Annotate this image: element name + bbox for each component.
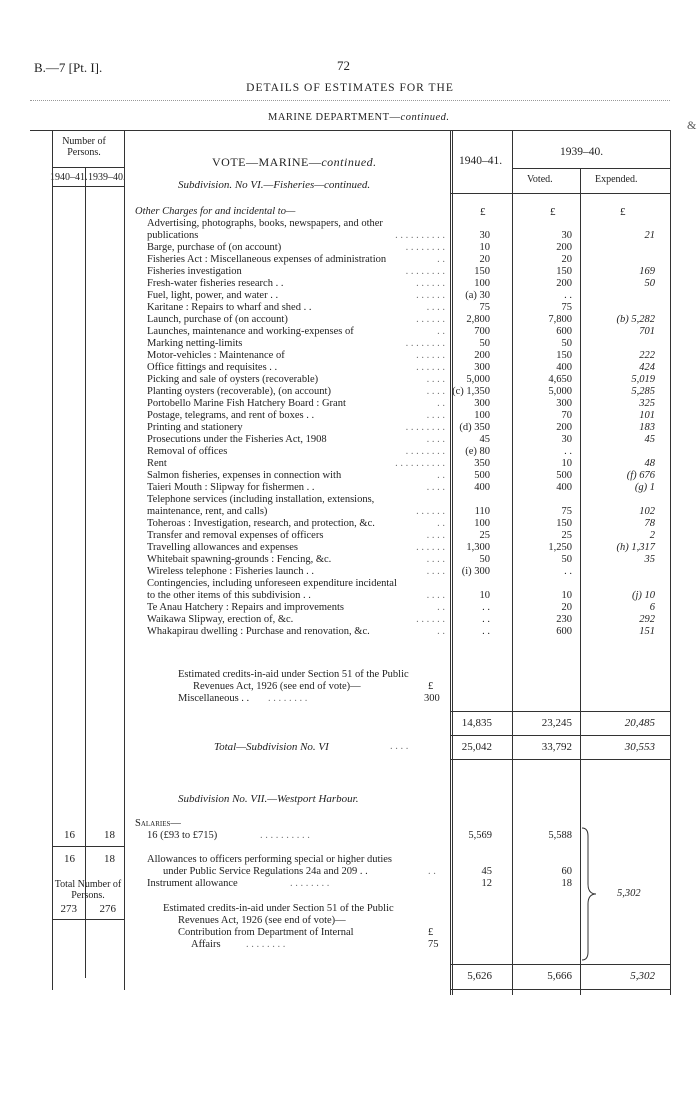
item-description: Whitebait spawning-grounds : Fencing, &c. bbox=[147, 554, 332, 565]
item-amount-voted: 50 bbox=[561, 554, 572, 565]
item-description: Fisheries investigation bbox=[147, 266, 242, 277]
item-description: Motor-vehicles : Maintenance of bbox=[147, 350, 285, 361]
sub6-total-voted: 33,792 bbox=[541, 741, 572, 753]
salaries-dots: . . . . . . . . . . bbox=[260, 830, 310, 841]
item-amount-expended: 48 bbox=[644, 458, 655, 469]
sub6-subtotal-1940: 14,835 bbox=[461, 717, 492, 729]
persons-year-rule bbox=[52, 186, 124, 187]
item-amount-1940: 10 bbox=[479, 590, 490, 601]
page-number: 72 bbox=[337, 58, 350, 73]
item-leader-dots: . . . . . . . . bbox=[405, 266, 445, 277]
sub6-item-row bbox=[0, 290, 700, 302]
item-leader-dots: . . . . . . . . . . bbox=[395, 458, 445, 469]
sub6-item-row bbox=[0, 434, 700, 446]
department-heading bbox=[268, 112, 450, 123]
item-amount-1940: 100 bbox=[474, 278, 490, 289]
item-leader-dots: . . bbox=[437, 254, 445, 265]
sub6-item-row bbox=[0, 554, 700, 566]
item-amount-expended: 2 bbox=[649, 530, 655, 541]
sub7-credits-pound: £ bbox=[428, 927, 434, 938]
item-amount-1940: . . bbox=[482, 602, 490, 613]
sub7-total-voted: 5,666 bbox=[547, 970, 572, 982]
item-description: Fisheries Act : Miscellaneous expenses of administration bbox=[147, 254, 387, 265]
sub6-item-row bbox=[0, 506, 700, 518]
item-leader-dots: . . bbox=[437, 326, 445, 337]
allowances-1940: 45 bbox=[481, 866, 492, 877]
sub6-total-rule-bottom bbox=[450, 759, 670, 760]
item-amount-1940: 5,000 bbox=[466, 374, 490, 385]
sub6-item-row bbox=[0, 398, 700, 410]
item-amount-1940: . . bbox=[482, 626, 490, 637]
sub6-heading: Subdivision. No VI.—Fisheries—continued. bbox=[178, 179, 371, 191]
item-description: Waikawa Slipway, erection of, &c. bbox=[147, 614, 294, 625]
item-description: Fuel, light, power, and water . . bbox=[147, 290, 279, 301]
item-amount-expended: (j) 10 bbox=[631, 590, 655, 601]
item-leader-dots: . . . . . . bbox=[416, 614, 445, 625]
item-description: Salmon fisheries, expenses in connection with bbox=[147, 470, 342, 481]
item-amount-1940: 300 bbox=[474, 398, 490, 409]
item-leader-dots: . . . . bbox=[426, 410, 445, 421]
persons-header-rule bbox=[52, 167, 124, 168]
item-amount-voted: 75 bbox=[561, 506, 572, 517]
item-description: Office fittings and requisites . . bbox=[147, 362, 278, 373]
sub6-item-row bbox=[0, 518, 700, 530]
item-leader-dots: . . . . . . . . bbox=[405, 338, 445, 349]
sub7-total-rule-top bbox=[450, 964, 670, 965]
currency-1939: £ bbox=[550, 206, 556, 218]
item-amount-1940: (a) 30 bbox=[465, 290, 490, 301]
sub6-total-label: Total—Subdivision No. VI bbox=[214, 741, 329, 753]
allowances-voted: 60 bbox=[561, 866, 572, 877]
item-leader-dots: . . . . bbox=[426, 566, 445, 577]
item-amount-1940: 700 bbox=[474, 326, 490, 337]
item-leader-dots: . . . . . . bbox=[416, 314, 445, 325]
item-amount-expended: 5,019 bbox=[631, 374, 655, 385]
sub7-credits-line-1: Estimated credits-in-aid under Section 51 of the Public bbox=[163, 903, 394, 914]
persons-header: Number of Persons. bbox=[62, 136, 106, 158]
sub6-item-row bbox=[0, 602, 700, 614]
item-amount-voted: 150 bbox=[556, 350, 572, 361]
item-amount-1940: 2,800 bbox=[466, 314, 490, 325]
item-amount-1940: 100 bbox=[474, 518, 490, 529]
sub7-credits-dots: . . . . . . . . bbox=[246, 939, 286, 950]
item-leader-dots: . . bbox=[437, 518, 445, 529]
item-amount-1940: 50 bbox=[479, 554, 490, 565]
margin-mark: & bbox=[687, 118, 697, 132]
item-description: Removal of offices bbox=[147, 446, 228, 457]
sub6-item-row bbox=[0, 482, 700, 494]
item-description: Contingencies, including unforeseen expenditure incidental bbox=[147, 578, 397, 589]
sub7-total-expended: 5,302 bbox=[630, 970, 655, 982]
bracket-expended bbox=[578, 826, 600, 962]
sub6-item-row bbox=[0, 494, 700, 506]
salaries-1940: 5,569 bbox=[468, 830, 492, 841]
item-amount-expended: 151 bbox=[639, 626, 655, 637]
item-description: maintenance, rent, and calls) bbox=[147, 506, 268, 517]
item-amount-voted: 4,650 bbox=[548, 374, 572, 385]
item-description: Launches, maintenance and working-expenses of bbox=[147, 326, 354, 337]
item-amount-voted: 500 bbox=[556, 470, 572, 481]
item-amount-expended: 424 bbox=[639, 362, 655, 373]
sub6-item-row bbox=[0, 218, 700, 230]
item-amount-1940: 500 bbox=[474, 470, 490, 481]
sub6-item-row bbox=[0, 530, 700, 542]
item-amount-expended: 325 bbox=[639, 398, 655, 409]
sub7-credits-line-2: Revenues Act, 1926 (see end of vote)— bbox=[178, 915, 346, 926]
department-continued: continued. bbox=[400, 112, 450, 123]
item-amount-voted: 400 bbox=[556, 482, 572, 493]
column-1940-header: 1940–41. bbox=[459, 155, 503, 167]
item-amount-voted: 50 bbox=[561, 338, 572, 349]
item-description: Te Anau Hatchery : Repairs and improvements bbox=[147, 602, 344, 613]
item-description: Marking netting-limits bbox=[147, 338, 243, 349]
department-name: MARINE DEPARTMENT— bbox=[268, 112, 401, 123]
item-amount-expended: 5,285 bbox=[631, 386, 655, 397]
item-amount-1940: 150 bbox=[474, 266, 490, 277]
item-leader-dots: . . bbox=[437, 602, 445, 613]
item-description: Toheroas : Investigation, research, and protection, &c. bbox=[147, 518, 375, 529]
sub6-total-dots: . . . . bbox=[390, 741, 409, 752]
item-leader-dots: . . . . . . bbox=[416, 350, 445, 361]
item-amount-1940: 350 bbox=[474, 458, 490, 469]
item-amount-1940: (c) 1,350 bbox=[452, 386, 490, 397]
item-amount-voted: 25 bbox=[561, 530, 572, 541]
sub6-item-row bbox=[0, 386, 700, 398]
item-leader-dots: . . . . bbox=[426, 590, 445, 601]
sub6-item-row bbox=[0, 326, 700, 338]
vote-heading-continued: continued. bbox=[321, 155, 377, 169]
item-amount-1940: 50 bbox=[479, 338, 490, 349]
item-amount-voted: 75 bbox=[561, 302, 572, 313]
sub6-total-1940: 25,042 bbox=[461, 741, 492, 753]
sub6-item-row bbox=[0, 362, 700, 374]
item-description: to the other items of this subdivision . . bbox=[147, 590, 311, 601]
item-leader-dots: . . bbox=[437, 470, 445, 481]
item-amount-1940: 400 bbox=[474, 482, 490, 493]
item-amount-1940: (e) 80 bbox=[465, 446, 490, 457]
item-amount-voted: 150 bbox=[556, 266, 572, 277]
page-title: DETAILS OF ESTIMATES FOR THE bbox=[246, 82, 454, 94]
header-top-rule bbox=[30, 130, 670, 131]
item-amount-voted: 30 bbox=[561, 230, 572, 241]
item-amount-1940: 100 bbox=[474, 410, 490, 421]
sub6-item-row bbox=[0, 470, 700, 482]
item-amount-voted: 200 bbox=[556, 278, 572, 289]
item-leader-dots: . . . . bbox=[426, 434, 445, 445]
item-amount-voted: 10 bbox=[561, 458, 572, 469]
sub7-credits-amount: 75 bbox=[428, 939, 439, 950]
item-amount-voted: 600 bbox=[556, 626, 572, 637]
item-amount-voted: 600 bbox=[556, 326, 572, 337]
item-leader-dots: . . . . bbox=[426, 386, 445, 397]
sub6-item-row bbox=[0, 626, 700, 638]
item-amount-voted: 20 bbox=[561, 602, 572, 613]
item-amount-voted: . . bbox=[564, 290, 572, 301]
item-description: Wireless telephone : Fisheries launch . . bbox=[147, 566, 314, 577]
item-amount-expended: (f) 676 bbox=[626, 470, 655, 481]
salaries-voted: 5,588 bbox=[548, 830, 572, 841]
sub6-item-row bbox=[0, 350, 700, 362]
item-amount-1940: 20 bbox=[479, 254, 490, 265]
year-split-rule bbox=[512, 168, 670, 169]
item-amount-expended: 102 bbox=[639, 506, 655, 517]
sub6-item-row bbox=[0, 230, 700, 242]
other-charges-heading: Other Charges for and incidental to— bbox=[135, 206, 296, 217]
item-amount-1940: (d) 350 bbox=[459, 422, 490, 433]
item-leader-dots: . . . . . . . . bbox=[405, 422, 445, 433]
sub7-heading: Subdivision No. VII.—Westport Harbour. bbox=[178, 793, 359, 805]
sub6-item-row bbox=[0, 590, 700, 602]
item-amount-expended: 101 bbox=[639, 410, 655, 421]
item-leader-dots: . . . . . . . . bbox=[405, 242, 445, 253]
total-persons-1939: 276 bbox=[99, 903, 116, 915]
item-amount-expended: 50 bbox=[644, 278, 655, 289]
item-amount-expended: 183 bbox=[639, 422, 655, 433]
credits-line-1: Estimated credits-in-aid under Section 51 of the Public bbox=[178, 669, 409, 680]
item-amount-voted: 7,800 bbox=[548, 314, 572, 325]
item-leader-dots: . . . . bbox=[426, 374, 445, 385]
item-description: Portobello Marine Fish Hatchery Board : Grant bbox=[147, 398, 346, 409]
item-description: publications bbox=[147, 230, 199, 241]
sub7-total-rule-bottom bbox=[450, 989, 670, 990]
item-description: Launch, purchase of (on account) bbox=[147, 314, 288, 325]
item-description: Advertising, photographs, books, newspapers, and other bbox=[147, 218, 383, 229]
title-rule bbox=[30, 100, 670, 101]
sub6-item-row bbox=[0, 542, 700, 554]
item-amount-voted: 1,250 bbox=[548, 542, 572, 553]
currency-1940: £ bbox=[480, 206, 486, 218]
item-amount-voted: 30 bbox=[561, 434, 572, 445]
item-leader-dots: . . . . . . . . bbox=[405, 446, 445, 457]
item-amount-1940: . . bbox=[482, 614, 490, 625]
item-leader-dots: . . . . bbox=[426, 482, 445, 493]
item-description: Transfer and removal expenses of officers bbox=[147, 530, 324, 541]
credits-pound: £ bbox=[428, 681, 434, 692]
item-amount-expended: 222 bbox=[639, 350, 655, 361]
item-leader-dots: . . . . . . bbox=[416, 506, 445, 517]
item-amount-voted: 400 bbox=[556, 362, 572, 373]
currency-expended: £ bbox=[620, 206, 626, 218]
item-amount-1940: 200 bbox=[474, 350, 490, 361]
salaries-persons-1940: 16 bbox=[64, 829, 75, 841]
sub6-item-row bbox=[0, 302, 700, 314]
item-amount-voted: 70 bbox=[561, 410, 572, 421]
allowances-line-2: under Public Service Regulations 24a and 209 . . bbox=[163, 866, 368, 877]
credits-line-2: Revenues Act, 1926 (see end of vote)— bbox=[193, 681, 361, 692]
persons-year-b: 1939–40. bbox=[88, 172, 126, 183]
sub6-item-row bbox=[0, 338, 700, 350]
item-amount-1940: 10 bbox=[479, 242, 490, 253]
sub6-item-row bbox=[0, 254, 700, 266]
sub6-item-row bbox=[0, 614, 700, 626]
item-description: Postage, telegrams, and rent of boxes . . bbox=[147, 410, 315, 421]
sub6-item-row bbox=[0, 458, 700, 470]
credits-misc-dots: . . . . . . . . bbox=[268, 693, 308, 704]
item-leader-dots: . . . . . . bbox=[416, 542, 445, 553]
instrument-allowance-voted: 18 bbox=[561, 878, 572, 889]
item-description: Barge, purchase of (on account) bbox=[147, 242, 282, 253]
item-description: Travelling allowances and expenses bbox=[147, 542, 298, 553]
item-amount-voted: 230 bbox=[556, 614, 572, 625]
item-amount-voted: 200 bbox=[556, 422, 572, 433]
item-amount-1940: 30 bbox=[479, 230, 490, 241]
item-description: Karitane : Repairs to wharf and shed . . bbox=[147, 302, 312, 313]
item-leader-dots: . . . . . . bbox=[416, 278, 445, 289]
item-description: Rent bbox=[147, 458, 167, 469]
sub6-item-row bbox=[0, 242, 700, 254]
total-persons-1940: 273 bbox=[60, 903, 77, 915]
item-amount-1940: 25 bbox=[479, 530, 490, 541]
item-amount-expended: 169 bbox=[639, 266, 655, 277]
item-amount-voted: 200 bbox=[556, 242, 572, 253]
item-amount-voted: . . bbox=[564, 446, 572, 457]
item-description: Prosecutions under the Fisheries Act, 1908 bbox=[147, 434, 327, 445]
item-amount-expended: 45 bbox=[644, 434, 655, 445]
sub6-subtotal-expended: 20,485 bbox=[624, 717, 655, 729]
sub7-credits-affairs: Affairs bbox=[191, 939, 221, 950]
total-persons-rule bbox=[52, 919, 124, 920]
item-description: Taieri Mouth : Slipway for fishermen . . bbox=[147, 482, 315, 493]
item-amount-voted: 150 bbox=[556, 518, 572, 529]
salaries-persons-1939: 18 bbox=[104, 829, 115, 841]
item-amount-expended: 6 bbox=[649, 602, 655, 613]
item-amount-1940: 45 bbox=[479, 434, 490, 445]
credits-misc-label: Miscellaneous . . bbox=[178, 693, 250, 704]
item-leader-dots: . . . . bbox=[426, 554, 445, 565]
item-description: Printing and stationery bbox=[147, 422, 243, 433]
item-amount-expended: (b) 5,282 bbox=[616, 314, 655, 325]
sub6-item-row bbox=[0, 266, 700, 278]
item-description: Planting oysters (recoverable), (on account) bbox=[147, 386, 331, 397]
item-amount-voted: 300 bbox=[556, 398, 572, 409]
item-leader-dots: . . . . . . . . . . bbox=[395, 230, 445, 241]
amount-header-rule bbox=[450, 193, 670, 194]
total-persons-label: Total Number of Persons. bbox=[54, 879, 122, 901]
sub6-subtotal-rule bbox=[450, 711, 670, 712]
credits-misc-amount: 300 bbox=[424, 693, 440, 704]
item-amount-voted: 5,000 bbox=[548, 386, 572, 397]
item-amount-expended: (h) 1,317 bbox=[616, 542, 655, 553]
sub6-item-row bbox=[0, 446, 700, 458]
item-amount-expended: 701 bbox=[639, 326, 655, 337]
sub6-item-row bbox=[0, 278, 700, 290]
sub6-item-row bbox=[0, 566, 700, 578]
sub6-item-row bbox=[0, 374, 700, 386]
item-description: Fresh-water fisheries research . . bbox=[147, 278, 284, 289]
item-amount-1940: (i) 300 bbox=[461, 566, 490, 577]
item-amount-voted: 20 bbox=[561, 254, 572, 265]
item-amount-1940: 300 bbox=[474, 362, 490, 373]
item-amount-voted: . . bbox=[564, 566, 572, 577]
vote-heading bbox=[212, 155, 377, 170]
item-amount-expended: 78 bbox=[644, 518, 655, 529]
salaries-line: 16 (£93 to £715) bbox=[147, 830, 218, 841]
instrument-allowance-1940: 12 bbox=[481, 878, 492, 889]
item-leader-dots: . . bbox=[437, 398, 445, 409]
vote-heading-text: VOTE—MARINE— bbox=[212, 155, 322, 169]
bracket-expended-amount: 5,302 bbox=[617, 888, 641, 899]
item-description: Picking and sale of oysters (recoverable) bbox=[147, 374, 319, 385]
expended-header: Expended. bbox=[595, 174, 638, 185]
sub6-item-row bbox=[0, 410, 700, 422]
sub6-total-expended: 30,553 bbox=[624, 741, 655, 753]
item-leader-dots: . . . . bbox=[426, 302, 445, 313]
persons-sum-1939: 18 bbox=[104, 853, 115, 865]
column-1939-header: 1939–40. bbox=[560, 146, 604, 158]
sub7-credits-line-3: Contribution from Department of Internal bbox=[178, 927, 354, 938]
sub6-item-row bbox=[0, 422, 700, 434]
item-amount-expended: 292 bbox=[639, 614, 655, 625]
item-amount-1940: 75 bbox=[479, 302, 490, 313]
item-amount-expended: 35 bbox=[644, 554, 655, 565]
instrument-allowance-label: Instrument allowance bbox=[147, 878, 238, 889]
item-description: Telephone services (including installation, extensions, bbox=[147, 494, 375, 505]
voted-header: Voted. bbox=[527, 174, 553, 185]
sub6-item-row bbox=[0, 578, 700, 590]
item-leader-dots: . . bbox=[437, 626, 445, 637]
sub7-total-1940: 5,626 bbox=[467, 970, 492, 982]
item-amount-1940: 110 bbox=[474, 506, 490, 517]
sub6-total-rule-top bbox=[450, 735, 670, 736]
allowances-line-1: Allowances to officers performing special or higher duties bbox=[147, 854, 393, 865]
item-amount-voted: 10 bbox=[561, 590, 572, 601]
item-leader-dots: . . . . bbox=[426, 530, 445, 541]
salaries-heading: Salaries— bbox=[135, 818, 181, 829]
item-description: Whakapirau dwelling : Purchase and renovation, &c. bbox=[147, 626, 370, 637]
item-amount-expended: 21 bbox=[644, 230, 655, 241]
sub6-subtotal-voted: 23,245 bbox=[541, 717, 572, 729]
item-leader-dots: . . . . . . bbox=[416, 290, 445, 301]
item-amount-1940: 1,300 bbox=[466, 542, 490, 553]
persons-year-a: 1940–41. bbox=[50, 172, 88, 183]
persons-sum-rule bbox=[52, 846, 124, 847]
persons-sum-1940: 16 bbox=[64, 853, 75, 865]
page-ref: B.—7 [Pt. I]. bbox=[34, 60, 103, 75]
item-amount-expended: (g) 1 bbox=[634, 482, 655, 493]
allowances-dots: . . bbox=[428, 866, 436, 877]
instrument-allowance-dots: . . . . . . . . bbox=[290, 878, 330, 889]
item-leader-dots: . . . . . . bbox=[416, 362, 445, 373]
sub6-item-row bbox=[0, 314, 700, 326]
